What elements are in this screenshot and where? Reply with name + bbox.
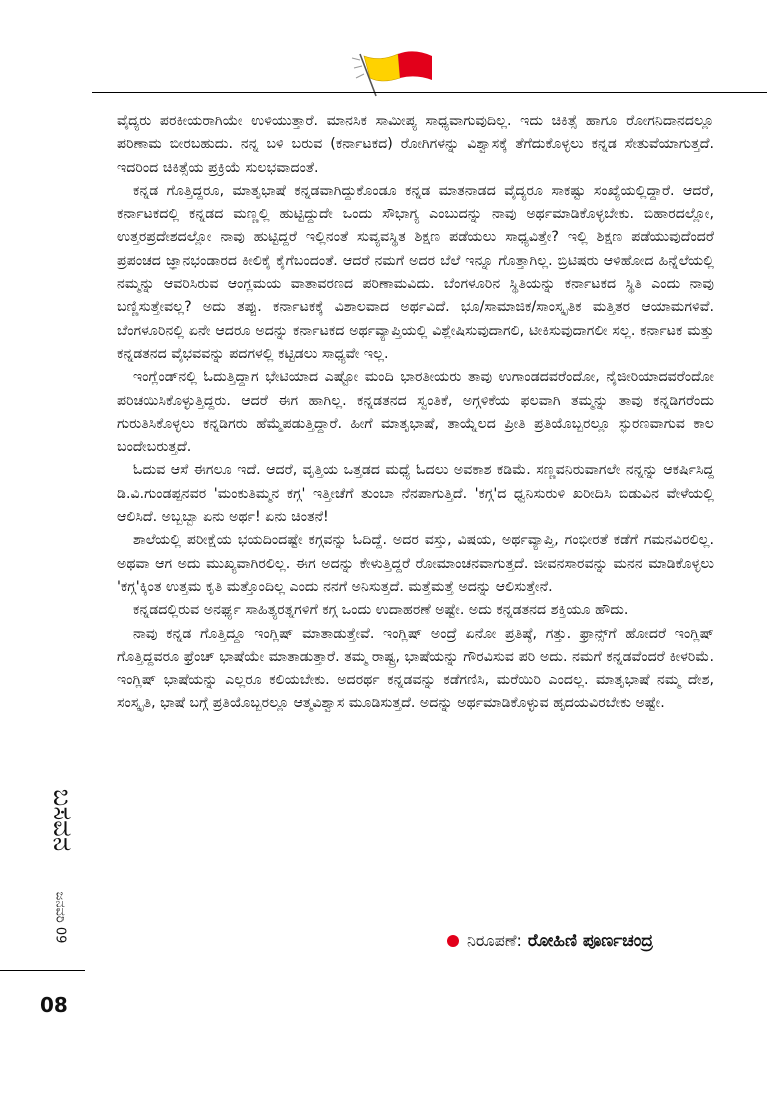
article-paragraph: ಓದುವ ಆಸೆ ಈಗಲೂ ಇದೆ. ಆದರೆ, ವೃತ್ತಿಯ ಒತ್ತಡದ ಮಧ್ಯೆ ಓದಲು ಅವಕಾಶ ಕಡಿಮೆ. ಸಣ್ಣವನಿರುವಾಗಲೇ ನನ್ನನ್ನು ಆಕರ್ಷಿಸಿದ್ದ ಡಿ.ವಿ.ಗುಂಡಪ್ಪನವರ 'ಮಂಕುತಿಮ್ಮನ ಕಗ್ಗ' ಇತ್ತೀಚೆಗೆ ತುಂಬಾ ನೆನಪಾಗುತ್ತಿದೆ. 'ಕಗ್ಗ'ದ ಧ್ವನಿಸುರುಳಿ ಖರೀದಿಸಿ ಬಿಡುವಿನ ವೇಳೆಯಲ್ಲಿ ಆಲಿಸಿದೆ. ಅಬ್ಬಬ್ಬಾ ಏನು ಅರ್ಥ! ಏನು ಚಿಂತನೆ!: [117, 462, 714, 526]
article-paragraph: ಶಾಲೆಯಲ್ಲಿ ಪರೀಕ್ಷೆಯ ಭಯದಿಂದಷ್ಟೇ ಕಗ್ಗವನ್ನು ಓದಿದ್ದೆ. ಅದರ ವಸ್ತು, ವಿಷಯ, ಅರ್ಥವ್ಯಾಪ್ತಿ, ಗಂಭೀರತೆ ಕಡೆಗೆ ಗಮನವಿರಲಿಲ್ಲ. ಅಥವಾ ಆಗ ಅದು ಮುಖ್ಯವಾಗಿರಲಿಲ್ಲ. ಈಗ ಅದನ್ನು ಕೇಳುತ್ತಿದ್ದರೆ ರೋಮಾಂಚನವಾಗುತ್ತದೆ. ಜೀವನಸಾರವನ್ನು ಮನನ ಮಾಡಿಕೊಳ್ಳಲು 'ಕಗ್ಗ'ಕ್ಕಿಂತ ಉತ್ತಮ ಕೃತಿ ಮತ್ತೊಂದಿಲ್ಲ ಎಂದು ನನಗೆ ಅನಿಸುತ್ತದೆ. ಮತ್ತೆಮತ್ತೆ ಅದನ್ನು ಆಲಿಸುತ್ತೇನೆ.: [117, 532, 714, 595]
kannada-flag-icon: [350, 48, 440, 104]
bullet-dot-icon: [447, 935, 459, 947]
byline: [447, 931, 653, 951]
sidebar-divider: [0, 970, 85, 971]
article-paragraph: ಕನ್ನಡದಲ್ಲಿರುವ ಅನರ್ಘ್ಯ ಸಾಹಿತ್ಯರತ್ನಗಳಿಗೆ ಕಗ್ಗ ಒಂದು ಉದಾಹರಣೆ ಅಷ್ಟೇ. ಅದು ಕನ್ನಡತನದ ಶಕ್ತಿಯೂ ಹೌದು.: [133, 602, 629, 619]
issue-date: ಜನವರಿ 09: [52, 891, 68, 944]
article-body: [117, 110, 714, 716]
article-paragraph: ನಾವು ಕನ್ನಡ ಗೊತ್ತಿದ್ದೂ ಇಂಗ್ಲಿಷ್ ಮಾತಾಡುತ್ತೇವೆ. ಇಂಗ್ಲಿಷ್ ಅಂದ್ರೆ ಏನೋ ಪ್ರತಿಷ್ಠೆ, ಗತ್ತು. ಫ್ರಾನ್ಸ್‌ಗೆ ಹೋದರೆ ಇಂಗ್ಲಿಷ್ ಗೊತ್ತಿದ್ದವರೂ ಫ್ರೆಂಚ್ ಭಾಷೆಯೇ ಮಾತಾಡುತ್ತಾರೆ. ತಮ್ಮ ರಾಷ್ಟ್ರ, ಭಾಷೆಯನ್ನು ಗೌರವಿಸುವ ಪರಿ ಅದು. ನಮಗೆ ಕನ್ನಡವೆಂದರೆ ಕೀಳರಿಮೆ. ಇಂಗ್ಲಿಷ್ ಭಾಷೆಯನ್ನು ಎಲ್ಲರೂ ಕಲಿಯಬೇಕು. ಅದರರ್ಥ ಕನ್ನಡವನ್ನು ಕಡೆಗಣಿಸಿ, ಮರೆಯಿರಿ ಎಂದಲ್ಲ. ಮಾತೃಭಾಷೆ ನಮ್ಮ ದೇಶ, ಸಂಸ್ಕೃತಿ, ಭಾಷೆ ಬಗ್ಗೆ ಪ್ರತಿಯೊಬ್ಬರಲ್ಲೂ ಆತ್ಮವಿಶ್ವಾಸ ಮೂಡಿಸುತ್ತದೆ. ಅದನ್ನು ಅರ್ಥಮಾಡಿಕೊಳ್ಳುವ ಹೃದಯವಿರಬೇಕು ಅಷ್ಟೇ.: [117, 625, 714, 712]
magazine-title: ಬಸವನ: [47, 788, 78, 852]
page-number: 08: [40, 993, 68, 1017]
article-paragraph: ಇಂಗ್ಲೆಂಡ್‌ನಲ್ಲಿ ಓದುತ್ತಿದ್ದಾಗ ಭೇಟಿಯಾದ ಎಷ್ಟೋ ಮಂದಿ ಭಾರತೀಯರು ತಾವು ಉಗಾಂಡದವರೆಂದೋ, ನೈಜೀರಿಯಾದವರೆಂದೋ ಪರಿಚಯಿಸಿಕೊಳ್ಳುತ್ತಿದ್ದರು. ಆದರೆ ಈಗ ಹಾಗಿಲ್ಲ. ಕನ್ನಡತನದ ಸ್ವಂತಿಕೆ, ಅಗ್ಗಳಿಕೆಯ ಫಲವಾಗಿ ತಮ್ಮನ್ನು ತಾವು ಕನ್ನಡಿಗರೆಂದು ಗುರುತಿಸಿಕೊಳ್ಳಲು ಕನ್ನಡಿಗರು ಹೆಮ್ಮೆಪಡುತ್ತಿದ್ದಾರೆ. ಹೀಗೆ ಮಾತೃಭಾಷೆ, ತಾಯ್ನೆಲದ ಪ್ರೀತಿ ಪ್ರತಿಯೊಬ್ಬರಲ್ಲೂ ಸ್ಫುರಣವಾಗುವ ಕಾಲ ಬಂದೇಬರುತ್ತದೆ.: [117, 369, 714, 456]
header-divider: [92, 92, 767, 93]
article-paragraph: ವೈದ್ಯರು ಪರಕೀಯರಾಗಿಯೇ ಉಳಿಯುತ್ತಾರೆ. ಮಾನಸಿಕ ಸಾಮೀಪ್ಯ ಸಾಧ್ಯವಾಗುವುದಿಲ್ಲ. ಇದು ಚಿಕಿತ್ಸೆ ಹಾಗೂ ರೋಗನಿದಾನದಲ್ಲೂ ಪರಿಣಾಮ ಬೀರಬಹುದು. ನನ್ನ ಬಳಿ ಬರುವ (ಕರ್ನಾಟಕದ) ರೋಗಿಗಳನ್ನು ವಿಶ್ವಾಸಕ್ಕೆ ತೆಗೆದುಕೊಳ್ಳಲು ಕನ್ನಡ ಸೇತುವೆಯಾಗುತ್ತದೆ. ಇದರಿಂದ ಚಿಕಿತ್ಸೆಯ ಪ್ರಕ್ರಿಯೆ ಸುಲಭವಾದಂತೆ.: [117, 113, 714, 176]
byline-label: ನಿರೂಪಣೆ:: [467, 931, 522, 950]
article-paragraph: ಕನ್ನಡ ಗೊತ್ತಿದ್ದರೂ, ಮಾತೃಭಾಷೆ ಕನ್ನಡವಾಗಿದ್ದುಕೊಂಡೂ ಕನ್ನಡ ಮಾತನಾಡದ ವೈದ್ಯರೂ ಸಾಕಷ್ಟು ಸಂಖ್ಯೆಯಲ್ಲಿದ್ದಾರೆ. ಆದರೆ, ಕರ್ನಾಟಕದಲ್ಲಿ ಕನ್ನಡದ ಮಣ್ಣಲ್ಲಿ ಹುಟ್ಟಿದ್ದುದೇ ಒಂದು ಸೌಭಾಗ್ಯ ಎಂಬುದನ್ನು ನಾವು ಅರ್ಥಮಾಡಿಕೊಳ್ಳಬೇಕು. ಬಿಹಾರದಲ್ಲೋ, ಉತ್ತರಪ್ರದೇಶದಲ್ಲೋ ನಾವು ಹುಟ್ಟಿದ್ದರೆ ಇಲ್ಲಿನಂತೆ ಸುವ್ಯವಸ್ಥಿತ ಶಿಕ್ಷಣ ಪಡೆಯಲು ಸಾಧ್ಯವಿತ್ತೇ? ಇಲ್ಲಿ ಶಿಕ್ಷಣ ಪಡೆಯುವುದೆಂದರೆ ಪ್ರಪಂಚದ ಜ್ಞಾನಭಂಡಾರದ ಕೀಲಿಕೈ ಕೈಗೆಬಂದಂತೆ. ಆದರೆ ನಮಗೆ ಅದರ ಬೆಲೆ ಇನ್ನೂ ಗೊತ್ತಾಗಿಲ್ಲ. ಬ್ರಿಟಿಷರು ಆಳಿಹೋದ ಹಿನ್ನೆಲೆಯಲ್ಲಿ ನಮ್ಮನ್ನು ಆವರಿಸಿರುವ ಆಂಗ್ಲಮಯ ವಾತಾವರಣದ ಪರಿಣಾಮವಿದು. ಬೆಂಗಳೂರಿನ ಸ್ಥಿತಿಯನ್ನು ಕರ್ನಾಟಕದ ಸ್ಥಿತಿ ಎಂದು ನಾವು ಬಣ್ಣಿಸುತ್ತೇವಲ್ಲ? ಅದು ತಪ್ಪು. ಕರ್ನಾಟಕಕ್ಕೆ ವಿಶಾಲವಾದ ಅರ್ಥವಿದೆ. ಭೂ/ಸಾಮಾಜಿಕ/ಸಾಂಸ್ಕೃತಿಕ ಮತ್ತಿತರ ಆಯಾಮಗಳಿವೆ. ಬೆಂಗಳೂರಿನಲ್ಲಿ ಏನೇ ಆದರೂ ಅದನ್ನು ಕರ್ನಾಟಕದ ಅರ್ಥವ್ಯಾಪ್ತಿಯಲ್ಲಿ ವಿಶ್ಲೇಷಿಸುವುದಾಗಲಿ, ಟೀಕಿಸುವುದಾಗಲೀ ಸಲ್ಲ. ಕರ್ನಾಟಕ ಮತ್ತು ಕನ್ನಡತನದ ವೈಭವವನ್ನು ಪದಗಳಲ್ಲಿ ಕಟ್ಟಿಡಲು ಸಾಧ್ಯವೇ ಇಲ್ಲ.: [117, 182, 714, 362]
byline-author: ರೋಹಿಣಿ ಪೂರ್ಣಚಂದ್ರ: [527, 931, 653, 951]
